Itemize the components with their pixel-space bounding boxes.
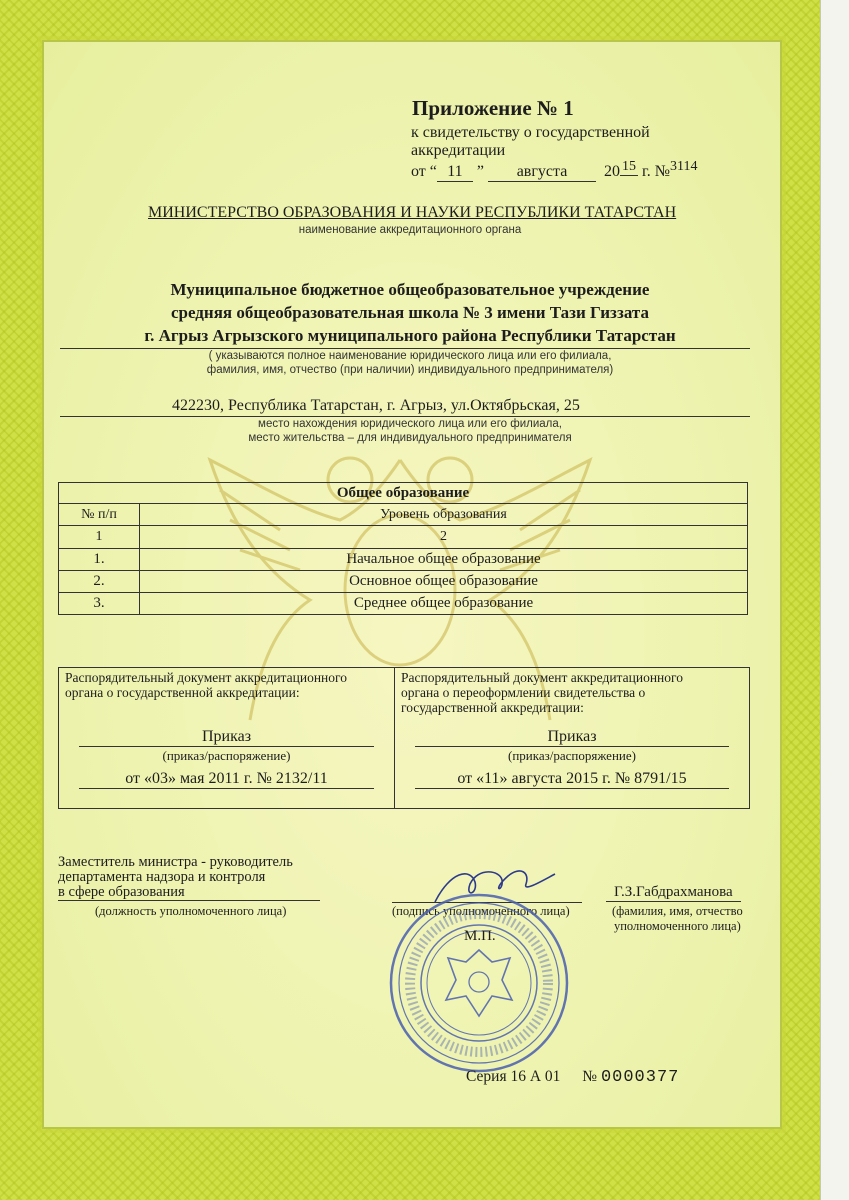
row-level: Начальное общее образование (140, 549, 748, 571)
table-row (59, 549, 748, 571)
right-doc-head-3: государственной аккредитации: (401, 700, 584, 715)
org-caption-1: ( указываются полное наименование юридического лица или его филиала, (208, 350, 612, 362)
name-caption (612, 904, 743, 934)
row-level: Среднее общее образование (140, 593, 748, 615)
address-caption-2: место жительства – для индивидуального предпринимателя (248, 432, 572, 444)
org-name-line-1: Муниципальное бюджетное общеобразовательное учреждение (170, 280, 650, 299)
org-name-line-3: г. Агрыз Агрызского муниципального района Республики Татарстан (144, 326, 676, 345)
appendix-year-suffix: 15 (622, 159, 636, 174)
appendix-line-1: к свидетельству о государственной (411, 124, 650, 141)
series-number-sign: № (582, 1068, 598, 1085)
table-index-1: 1 (59, 526, 140, 549)
series-label: Серия 16 А 01 (466, 1068, 561, 1085)
table-header-level: Уровень образования (140, 504, 748, 526)
table-row (59, 593, 748, 615)
authority-name: МИНИСТЕРСТВО ОБРАЗОВАНИЯ И НАУКИ РЕСПУБЛИКИ ТАТАРСТАН (148, 204, 677, 221)
right-doc-date: от «11» августа 2015 г. № 8791/15 (415, 770, 729, 789)
position-line-2: департамента надзора и контроля (58, 869, 266, 885)
position-line-1: Заместитель министра - руководитель (58, 854, 293, 870)
signature-caption: (подпись уполномоченного лица) (392, 904, 570, 918)
signatory-name: Г.З.Габдрахманова (606, 884, 741, 902)
right-doc-caption: (приказ/распоряжение) (508, 748, 636, 763)
table-index-2: 2 (140, 526, 748, 549)
signatory-position (58, 855, 320, 901)
documents-box (58, 667, 750, 809)
official-seal (386, 890, 572, 1076)
right-doc-head-2: органа о переоформлении свидетельства о (401, 685, 646, 700)
table-title: Общее образование (59, 483, 748, 504)
org-caption-2: фамилия, имя, отчество (при наличии) индивидуального предпринимателя) (206, 364, 614, 376)
appendix-number-prefix: г. № (642, 163, 671, 180)
appendix-day: 11 (437, 163, 473, 182)
appendix-month: августа (488, 163, 596, 182)
left-doc-head (65, 670, 347, 700)
left-doc-caption: (приказ/распоряжение) (162, 748, 291, 763)
left-doc-type: Приказ (79, 728, 374, 747)
org-name-line-2: средняя общеобразовательная школа № 3 имени Тази Гиззата (170, 303, 649, 322)
appendix-year-prefix: 20 (604, 163, 620, 180)
blank-series (466, 1068, 679, 1087)
appendix-quote-close: ” (476, 163, 484, 180)
table-row (59, 571, 748, 593)
scan-edge (820, 0, 849, 1200)
appendix-date-line (411, 159, 698, 182)
reissue-order-block (395, 668, 749, 808)
table-header-num: № п/п (59, 504, 140, 526)
right-doc-head-1: Распорядительный документ аккредитационного (401, 670, 683, 685)
address-value: 422230, Республика Татарстан, г. Агрыз, ул.Октябрьская, 25 (172, 397, 580, 414)
stamp-label: М.П. (464, 928, 496, 944)
accreditation-order-block (59, 668, 395, 808)
appendix-line-2: аккредитации (411, 142, 506, 159)
row-num: 2. (59, 571, 140, 593)
appendix-number: 3114 (670, 159, 698, 174)
row-num: 3. (59, 593, 140, 615)
name-caption-2: уполномоченного лица) (613, 919, 741, 933)
org-underline (60, 348, 750, 349)
left-doc-head-2: органа о государственной аккредитации: (65, 685, 300, 700)
right-doc-type: Приказ (415, 728, 729, 747)
address-underline (60, 416, 750, 417)
series-number: 0000377 (600, 1068, 680, 1087)
appendix-from-prefix: от “ (411, 163, 437, 180)
position-line-3: в сфере образования (58, 885, 320, 901)
address-caption-1: место нахождения юридического лица или его филиала, (258, 418, 562, 430)
education-levels-table (58, 482, 748, 615)
left-doc-head-1: Распорядительный документ аккредитационного (65, 670, 347, 685)
right-doc-head (401, 670, 683, 715)
row-num: 1. (59, 549, 140, 571)
authority-caption: наименование аккредитационного органа (298, 224, 522, 236)
appendix-title: Приложение № 1 (412, 96, 574, 120)
row-level: Основное общее образование (140, 571, 748, 593)
position-caption: (должность уполномоченного лица) (95, 904, 287, 918)
name-caption-1: (фамилия, имя, отчество (612, 904, 743, 918)
left-doc-date: от «03» мая 2011 г. № 2132/11 (79, 770, 374, 789)
